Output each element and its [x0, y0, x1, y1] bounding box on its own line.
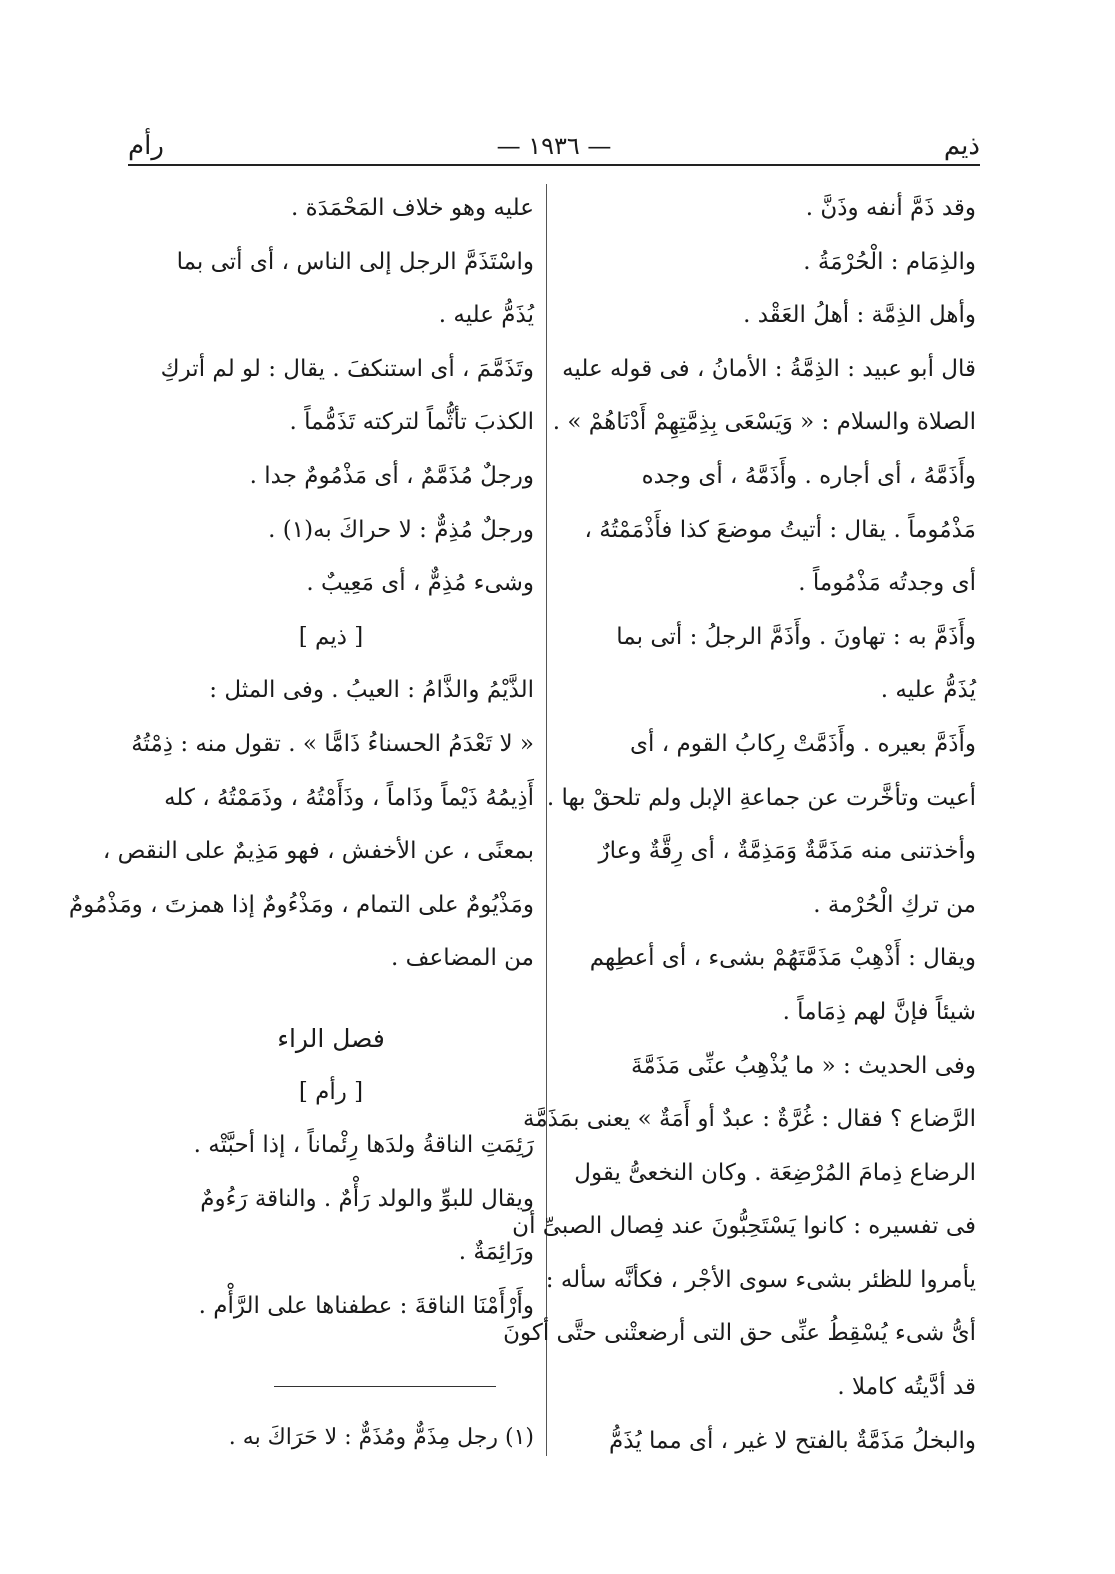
entry-heading-raam: [ رأم ]	[298, 1078, 364, 1105]
text-line: يُذَمُّ عليه .	[438, 302, 534, 329]
text-line: ومَذْيُومٌ على التمام ، ومَذْءُومٌ إذا همزتَ ، ومَذْمُومٌ	[68, 891, 534, 918]
page-header	[128, 128, 980, 164]
text-line: عليه وهو خلاف المَحْمَدَة .	[290, 195, 534, 221]
text-line: وأَذَمَّ بعيره . وأَذَمَّتْ رِكابُ القوم ، أى	[630, 730, 976, 757]
header-rule	[128, 164, 980, 166]
footnote: (١) رجل مِذَمٌّ ومُذَمٌّ : لا حَرَاكَ به .	[228, 1425, 534, 1450]
text-line: قال أبو عبيد : الذِمَّةُ : الأمانُ ، فى قوله عليه	[562, 355, 976, 382]
text-line: وقد ذَمَّ أنفه وذَنَّ .	[805, 195, 976, 221]
text-line: والذِمَام : الْحُرْمَةُ .	[803, 248, 976, 275]
text-line: الكذبَ تأثُّماً لتركته تَذَمُّماً .	[289, 409, 534, 436]
text-line: من تركِ الْحُرْمة .	[813, 891, 976, 918]
text-line: وتَذَمَّمَ ، أى استنكفَ . يقال : لو لم أتركِ	[160, 355, 534, 382]
spacer	[128, 986, 534, 1012]
text-line: قد أدَّيتُه كاملا .	[837, 1374, 976, 1401]
footnote-rule	[274, 1386, 496, 1387]
right-column	[503, 182, 976, 1468]
text-line: واسْتَذَمَّ الرجل إلى الناس ، أى أتى بما	[176, 248, 534, 275]
text-line: وشىء مُذِمٌّ ، أى مَعِيبٌ .	[306, 570, 534, 597]
text-line: رَئِمَتِ الناقةُ ولدَها رِئْماناً ، إذا أحبَّتْه .	[193, 1132, 534, 1159]
text-line: أى وجدتُه مَذْمُوماً .	[798, 570, 976, 597]
text-line: مَذْمُوماً . يقال : أتيتُ موضعَ كذا فأَذْمَمْتُهُ ،	[584, 516, 976, 543]
text-line: شيئاً فإنَّ لهم ذِمَاماً .	[782, 998, 976, 1025]
text-line: الرضاع ذِمامَ المُرْضِعَة . وكان النخعىُّ يقول	[574, 1159, 976, 1186]
text-line: ويقال للبوِّ والولد رَأْمٌ . والناقة رَءُومٌ	[200, 1185, 534, 1212]
text-line: الرَّضاع ؟ فقال : غُرَّةٌ : عبدٌ أو أَمَةٌ » يعنى بمَذَمَّة	[523, 1106, 976, 1133]
header-left-keyword: رأم	[128, 131, 164, 161]
text-line: ورجلٌ مُذِمٌّ : لا حراكَ به(١) .	[268, 516, 534, 543]
text-line: ويقال : أَذْهِبْ مَذَمَّتَهُمْ بشىء ، أى أعطِهم	[589, 945, 976, 972]
text-line: وأخذتنى منه مَذَمَّةٌ وَمَذِمَّةٌ ، أى رِقَّةٌ وعارٌ	[598, 838, 976, 865]
chapter-title: فصل الراء	[277, 1023, 385, 1053]
text-line: يُذَمُّ عليه .	[880, 677, 976, 704]
text-line: والبخلُ مَذَمَّةٌ بالفتح لا غير ، أى مما يُذَمُّ	[608, 1427, 976, 1454]
text-line: أعيت وتأخَّرت عن جماعةِ الإبل ولم تلحقْ بها .	[546, 784, 976, 811]
header-right-keyword: ذيم	[943, 131, 980, 161]
left-column	[68, 182, 534, 1333]
text-line: « لا تَعْدَمُ الحسناءُ ذَامًّا » . تقول منه : ذِمْتُهُ	[131, 730, 534, 757]
text-line: وأَذَمَّ به : تهاونَ . وأَذَمَّ الرجلُ : أتى بما	[616, 623, 976, 650]
page-number: — ١٩٣٦ —	[496, 132, 612, 160]
text-line: يأمروا للظئر بشىء سوى الأجْر ، فكأنَّه سأله :	[545, 1266, 976, 1293]
text-line: الصلاة والسلام : « وَيَسْعَى بِذِمَّتِهِمْ أَدْنَاهُمْ » .	[552, 409, 976, 436]
entry-heading-dhaym: [ ذيم ]	[298, 623, 364, 650]
text-line: فى تفسيره : كانوا يَسْتَحِبُّونَ عند فِصال الصبىِّ أن	[512, 1213, 976, 1240]
text-line: وفى الحديث : « ما يُذْهِبُ عنِّى مَذَمَّةَ	[631, 1052, 976, 1079]
text-line: من المضاعف .	[391, 945, 534, 972]
text-line: ورجلٌ مُذَمَّمٌ ، أى مَذْمُومٌ جدا .	[249, 462, 534, 489]
text-line: وأهل الذِمَّة : أهلُ العَقْد .	[743, 302, 976, 329]
text-line: وأَذَمَّهُ ، أى أجاره . وأَذَمَّهُ ، أى وجده	[641, 462, 976, 489]
text-line: أَذِيمُهُ ذَيْماً وذَاماً ، وذَأَمْتُهُ ، وذَمَمْتُهُ ، كله	[164, 784, 534, 811]
text-line: ورَائِمَةٌ .	[458, 1239, 534, 1266]
text-line: وأَرْأَمْنَا الناقةَ : عطفناها على الرَّأْم .	[198, 1292, 534, 1319]
text-line: بمعنًى ، عن الأخفش ، فهو مَذِيمٌ على النقص ،	[102, 838, 534, 865]
text-line: أىُّ شىء يُسْقِطُ عنِّى حق التى أرضعتْنى حتَّى أكونَ	[503, 1320, 976, 1347]
text-line: الذَّيْمُ والذَّامُ : العيبُ . وفى المثل :	[209, 677, 534, 704]
